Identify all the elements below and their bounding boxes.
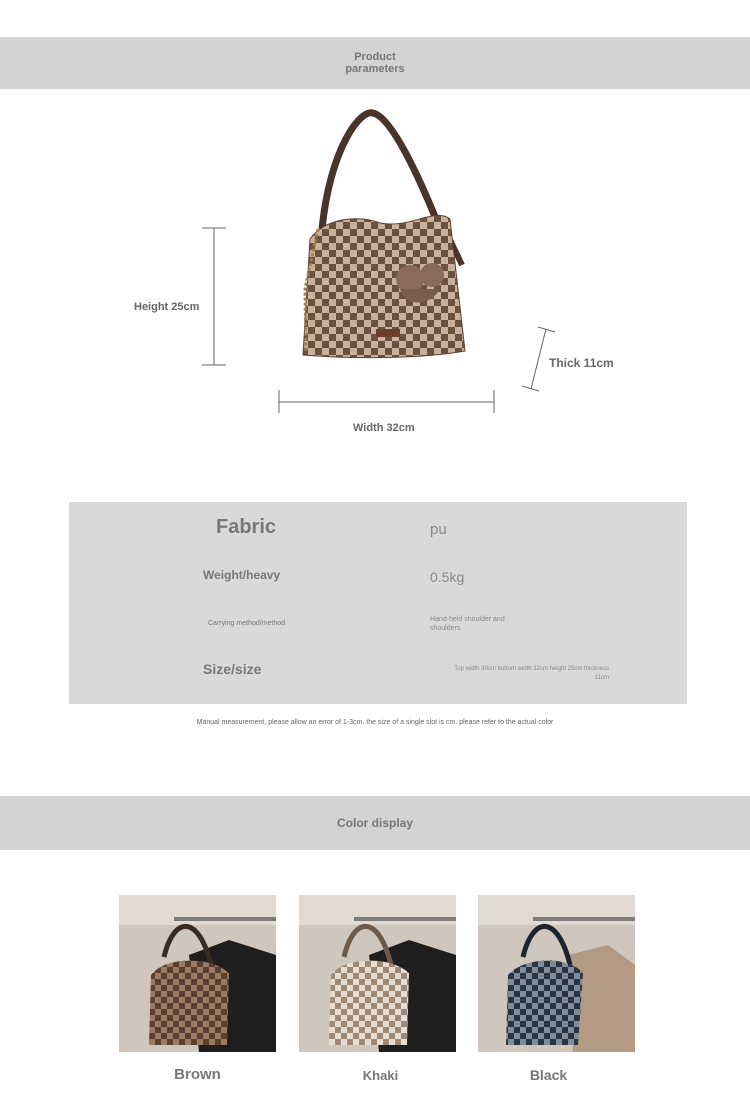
color-swatch-black[interactable] bbox=[478, 895, 635, 1052]
color-label-khaki: Khaki bbox=[362, 1068, 399, 1083]
bag-label-patch bbox=[376, 329, 400, 337]
section-title: Color display bbox=[336, 816, 413, 830]
height-label: Height 25cm bbox=[134, 301, 200, 313]
param-value: Top width 30cm bottom width 32cm height 25cm thickness 11cm bbox=[454, 666, 609, 681]
param-label: Fabric bbox=[216, 516, 277, 538]
params-table bbox=[69, 502, 687, 704]
param-label: Weight/heavy bbox=[203, 568, 281, 582]
param-label: Carrying method/method bbox=[208, 620, 286, 627]
param-value: pu bbox=[430, 521, 447, 538]
color-label-brown: Brown bbox=[174, 1066, 221, 1083]
section-title: Product parameters bbox=[345, 51, 405, 75]
measurement-note: Manual measurement, please allow an error of 1-3cm. the size of a single slot is cm. please refer to the actual color bbox=[196, 719, 554, 726]
color-swatch-brown[interactable] bbox=[119, 895, 276, 1052]
width-label: Width 32cm bbox=[353, 422, 415, 434]
section-header-params bbox=[0, 37, 750, 89]
color-swatch-khaki[interactable] bbox=[299, 895, 456, 1052]
color-label-black: Black bbox=[529, 1067, 568, 1083]
param-value: 0.5kg bbox=[430, 569, 465, 585]
bag-strap bbox=[322, 113, 440, 229]
bag-dimension-diagram bbox=[0, 89, 750, 529]
param-value: Hand-held shoulder and shoulders bbox=[430, 616, 505, 632]
param-label: Size/size bbox=[203, 661, 262, 677]
thick-label: Thick 11cm bbox=[549, 356, 614, 370]
section-header-colors bbox=[0, 796, 750, 850]
